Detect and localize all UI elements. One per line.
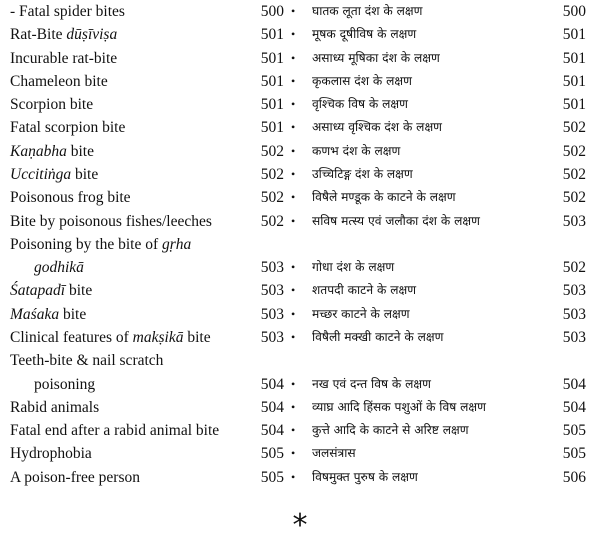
entry-title-continuation bbox=[34, 373, 95, 396]
entry-title-en bbox=[10, 396, 99, 419]
entry-title-text: Hydrophobia bbox=[10, 445, 92, 463]
entry-title-text: Scorpion bite bbox=[10, 96, 94, 114]
entry-title-text: bite bbox=[59, 305, 87, 323]
entry-title-hi: जलसंत्रास bbox=[312, 446, 356, 461]
entry-title-text: Fatal end after a rabid animal bite bbox=[10, 422, 220, 440]
entry-title-en bbox=[10, 93, 93, 116]
toc-row bbox=[0, 210, 600, 233]
toc-row bbox=[0, 116, 600, 139]
entry-title-hi: विषैली मक्खी काटने के लक्षण bbox=[312, 330, 444, 345]
toc-row bbox=[0, 47, 600, 70]
page-number-hi: 506 bbox=[562, 468, 586, 486]
page-number-en: 503 bbox=[260, 259, 284, 277]
page-number-en: 502 bbox=[260, 189, 284, 207]
entry-title-text: A poison-free person bbox=[10, 468, 140, 486]
entry-title-italic: makṣikā bbox=[132, 329, 184, 347]
entry-title-italic: Uccitiṅga bbox=[10, 166, 72, 184]
page-number-en: 503 bbox=[260, 305, 284, 323]
page-number-en: 501 bbox=[260, 96, 284, 114]
page-number-en: 501 bbox=[260, 26, 284, 44]
entry-title-en bbox=[10, 326, 211, 349]
bullet-icon: • bbox=[291, 120, 296, 135]
page-number-hi: 505 bbox=[562, 445, 586, 463]
toc-row bbox=[0, 396, 600, 419]
entry-title-hi: गोधा दंश के लक्षण bbox=[312, 260, 395, 275]
toc-row bbox=[0, 326, 600, 349]
bullet-icon: • bbox=[291, 446, 296, 461]
toc-row bbox=[0, 233, 600, 280]
page-number-hi: 502 bbox=[562, 259, 586, 277]
entry-title-hi: कुत्ते आदि के काटने से अरिष्ट लक्षण bbox=[312, 423, 469, 438]
entry-title-text: Poisoning by the bite of bbox=[10, 235, 162, 253]
entry-title-en bbox=[10, 47, 117, 70]
toc-row bbox=[0, 466, 600, 489]
bullet-icon: • bbox=[291, 167, 296, 182]
entry-title-hi: कृकलास दंश के लक्षण bbox=[312, 73, 412, 88]
page-number-hi: 504 bbox=[562, 398, 586, 416]
bullet-icon: • bbox=[291, 283, 296, 298]
bullet-icon: • bbox=[291, 97, 296, 112]
entry-title-hi: विषैले मण्डूक के काटने के लक्षण bbox=[312, 190, 456, 205]
entry-title-en bbox=[10, 116, 125, 139]
toc-row bbox=[0, 163, 600, 186]
page-number-en: 505 bbox=[260, 445, 284, 463]
entry-title-en bbox=[10, 210, 212, 233]
bullet-icon: • bbox=[291, 190, 296, 205]
entry-title-hi: वृश्चिक विष के लक्षण bbox=[312, 97, 408, 112]
entry-title-en bbox=[10, 466, 140, 489]
entry-title-text: bite bbox=[71, 166, 99, 184]
entry-title-en bbox=[10, 23, 117, 46]
entry-title-text: bite bbox=[183, 329, 211, 347]
entry-title-hi: मच्छर काटने के लक्षण bbox=[312, 306, 410, 321]
entry-title-en bbox=[10, 303, 86, 326]
page-number-en: 502 bbox=[260, 212, 284, 230]
entry-title-hi: शतपदी काटने के लक्षण bbox=[312, 283, 417, 298]
entry-title-text: bite bbox=[65, 282, 93, 300]
toc-row bbox=[0, 186, 600, 209]
entry-title-hi: व्याघ्र आदि हिंसक पशुओं के विष लक्षण bbox=[312, 399, 486, 414]
entry-title-italic: Kaṇabha bbox=[10, 142, 67, 160]
toc-row bbox=[0, 349, 600, 396]
entry-title-hi: मूषक दूषीविष के लक्षण bbox=[312, 27, 417, 42]
toc-row bbox=[0, 419, 600, 442]
page-number-en: 504 bbox=[260, 375, 284, 393]
page-number-hi: 501 bbox=[562, 96, 586, 114]
bullet-icon: • bbox=[291, 143, 296, 158]
entry-title-text: - Fatal spider bites bbox=[10, 3, 125, 20]
entry-title-en bbox=[10, 419, 219, 442]
page-number-en: 500 bbox=[260, 3, 284, 20]
toc-row bbox=[0, 303, 600, 326]
entry-title-en bbox=[10, 279, 92, 302]
bullet-icon: • bbox=[291, 213, 296, 228]
page-number-en: 501 bbox=[260, 72, 284, 90]
entry-title-italic: Maśaka bbox=[10, 305, 60, 323]
page-number-hi: 501 bbox=[562, 26, 586, 44]
bullet-icon: • bbox=[291, 376, 296, 391]
entry-title-text: Teeth-bite & nail scratch bbox=[10, 352, 164, 370]
entry-title-italic: Śatapadī bbox=[10, 282, 66, 300]
toc-row bbox=[0, 140, 600, 163]
bullet-icon: • bbox=[291, 469, 296, 484]
page-number-hi: 501 bbox=[562, 49, 586, 67]
entry-title-hi: विषमुक्त पुरुष के लक्षण bbox=[312, 469, 418, 484]
page-number-hi: 503 bbox=[562, 212, 586, 230]
bullet-icon: • bbox=[291, 306, 296, 321]
entry-title-hi: उच्चिटिङ्ग दंश के लक्षण bbox=[312, 167, 413, 182]
entry-title-hi: सविष मत्स्य एवं जलौका दंश के लक्षण bbox=[312, 213, 480, 228]
entry-title-italic: gṛha bbox=[161, 235, 192, 253]
bullet-icon: • bbox=[291, 330, 296, 345]
entry-title-en bbox=[10, 442, 92, 465]
page-number-hi: 504 bbox=[562, 375, 586, 393]
toc-row bbox=[0, 442, 600, 465]
entry-title-text: Clinical features of bbox=[10, 329, 133, 347]
entry-title-continuation bbox=[34, 256, 84, 279]
bullet-icon: • bbox=[291, 399, 296, 414]
page-number-en: 503 bbox=[260, 282, 284, 300]
page-number-en: 501 bbox=[260, 49, 284, 67]
page-number-hi: 503 bbox=[562, 305, 586, 323]
entry-title-text: Poisonous frog bite bbox=[10, 189, 131, 207]
entry-title-text: Chameleon bite bbox=[10, 72, 108, 90]
page-number-hi: 501 bbox=[562, 72, 586, 90]
toc-row bbox=[0, 70, 600, 93]
entry-title-text: Rat-Bite bbox=[10, 26, 67, 44]
entry-title-italic: godhikā bbox=[34, 259, 84, 277]
page-number-en: 502 bbox=[260, 166, 284, 184]
entry-title-hi: कणभ दंश के लक्षण bbox=[312, 143, 401, 158]
page-number-en: 503 bbox=[260, 329, 284, 347]
toc-row bbox=[0, 279, 600, 302]
bullet-icon: • bbox=[291, 73, 296, 88]
toc-row bbox=[0, 93, 600, 116]
entry-title-text: Fatal scorpion bite bbox=[10, 119, 126, 137]
entry-title-en bbox=[10, 349, 164, 393]
page-number-en: 504 bbox=[260, 398, 284, 416]
toc-row bbox=[0, 0, 600, 23]
entry-title-text: Incurable rat-bite bbox=[10, 49, 118, 67]
entry-title-en bbox=[10, 70, 108, 93]
bullet-icon: • bbox=[291, 50, 296, 65]
entry-title-italic: dūṣīviṣa bbox=[66, 26, 118, 44]
page-number-hi: 500 bbox=[562, 3, 586, 20]
bullet-icon: • bbox=[291, 423, 296, 438]
entry-title-text: poisoning bbox=[34, 375, 96, 393]
page-number-hi: 505 bbox=[562, 422, 586, 440]
entry-title-hi: असाध्य मूषिका दंश के लक्षण bbox=[312, 50, 440, 65]
entry-title-en bbox=[10, 140, 94, 163]
entry-title-text: bite bbox=[66, 142, 94, 160]
page-number-hi: 502 bbox=[562, 119, 586, 137]
entry-title-en bbox=[10, 163, 98, 186]
bullet-icon: • bbox=[291, 260, 296, 275]
end-asterisk: * bbox=[292, 508, 308, 543]
bullet-icon: • bbox=[291, 27, 296, 42]
entry-title-hi: घातक लूता दंश के लक्षण bbox=[312, 4, 423, 18]
entry-title-text: Rabid animals bbox=[10, 398, 100, 416]
page-number-hi: 502 bbox=[562, 189, 586, 207]
page-number-hi: 502 bbox=[562, 166, 586, 184]
entry-title-text: Bite by poisonous fishes/leeches bbox=[10, 212, 212, 230]
entry-title-hi: असाध्य वृश्चिक दंश के लक्षण bbox=[312, 120, 442, 135]
page-number-hi: 503 bbox=[562, 282, 586, 300]
entry-title-hi: नख एवं दन्त विष के लक्षण bbox=[312, 376, 431, 391]
entry-title-en bbox=[10, 233, 192, 277]
page-number-hi: 502 bbox=[562, 142, 586, 160]
page-number-en: 505 bbox=[260, 468, 284, 486]
page-number-en: 504 bbox=[260, 422, 284, 440]
entry-title-en bbox=[10, 0, 125, 23]
page-number-hi: 503 bbox=[562, 329, 586, 347]
entry-title-en bbox=[10, 186, 131, 209]
bullet-icon: • bbox=[291, 4, 296, 18]
page-number-en: 502 bbox=[260, 142, 284, 160]
toc-row bbox=[0, 23, 600, 46]
page-number-en: 501 bbox=[260, 119, 284, 137]
